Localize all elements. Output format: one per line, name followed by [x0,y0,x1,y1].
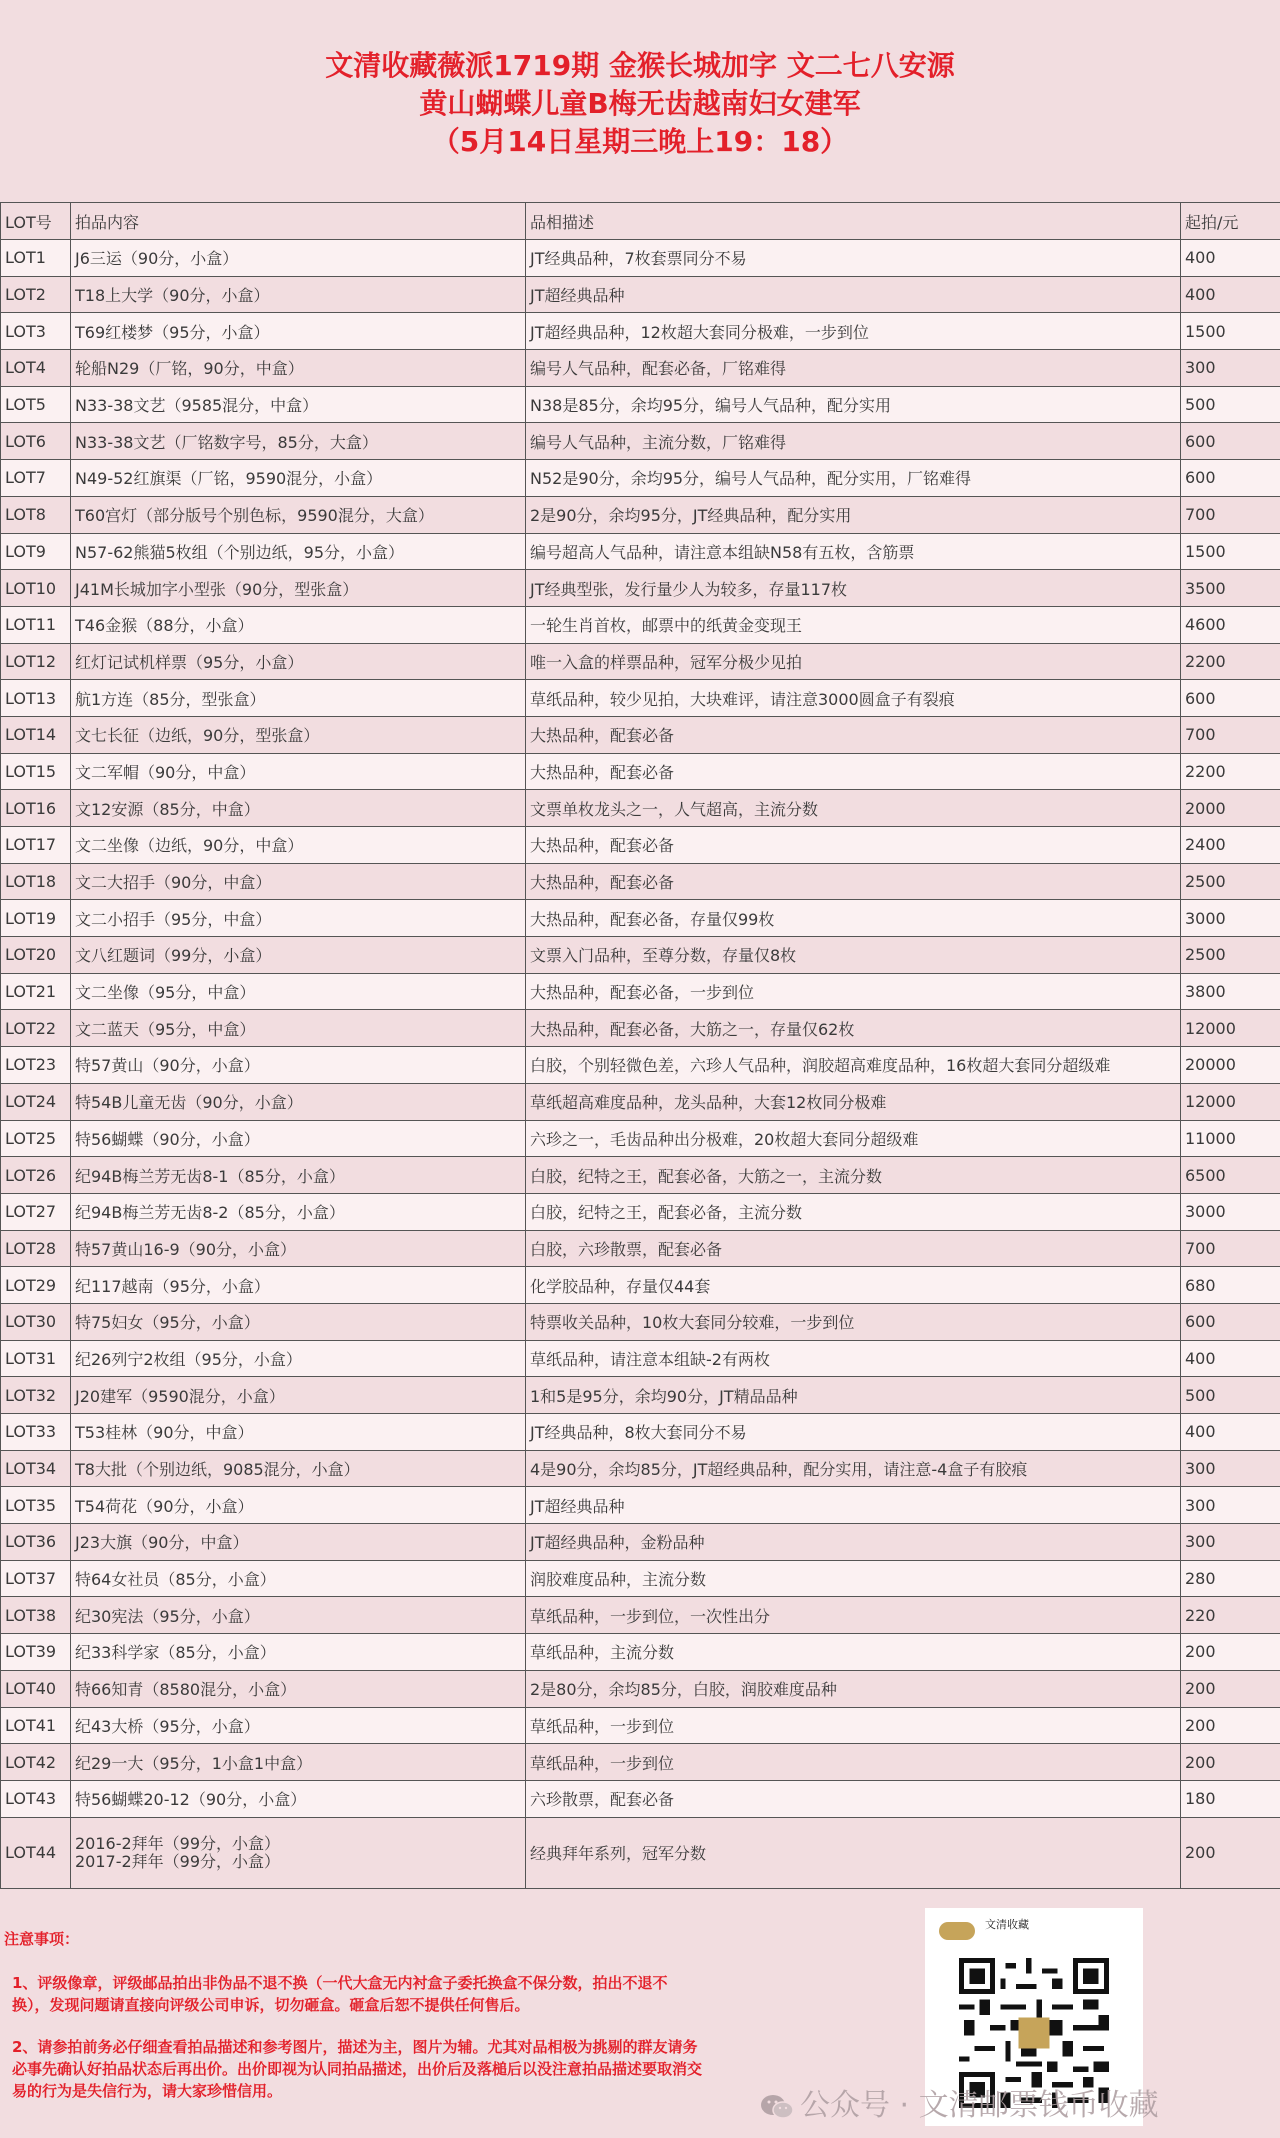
table-row [1,423,1280,460]
lot-item-cell: 特64女社员（85分，小盒） [71,1560,526,1597]
header-date-line: （5月14日星期三晚上19：18） [431,125,849,158]
lot-item-cell: 纪94B梅兰芳无齿8-1（85分，小盒） [71,1157,526,1194]
lot-price-cell: 4600 [1181,606,1280,643]
lot-item-cell: 文二坐像（95分，中盒） [71,973,526,1010]
table-row [1,1340,1280,1377]
lot-number-cell: LOT39 [1,1634,71,1671]
lot-item-line: 2016-2拜年（99分，小盒） [75,1833,281,1853]
table-row [1,827,1280,864]
lot-item-cell: N49-52红旗渠（厂铭，9590混分，小盒） [71,460,526,497]
column-header-description: 品相描述 [526,203,1181,240]
lot-description-cell: 特票收关品种，10枚大套同分较难，一步到位 [526,1303,1181,1340]
lot-price-cell: 600 [1181,423,1280,460]
lot-number-cell: LOT5 [1,386,71,423]
lot-price-cell: 200 [1181,1744,1280,1781]
lot-item-cell: 特54B儿童无齿（90分，小盒） [71,1083,526,1120]
lot-item-cell: T69红楼梦（95分，小盒） [71,313,526,350]
lot-description-cell: JT超经典品种 [526,1487,1181,1524]
table-row [1,1670,1280,1707]
table-row [1,240,1280,277]
lot-description-cell: 编号人气品种，主流分数，厂铭难得 [526,423,1181,460]
lot-item-cell: T53桂林（90分，中盒） [71,1414,526,1451]
lot-item-cell: N57-62熊猫5枚组（个别边纸，95分，小盒） [71,533,526,570]
table-row [1,1193,1280,1230]
lot-description-cell: 草纸品种，主流分数 [526,1634,1181,1671]
lot-price-cell: 2000 [1181,790,1280,827]
lot-item-cell: 纪26列宁2枚组（95分，小盒） [71,1340,526,1377]
lot-item-cell: 文二蓝天（95分，中盒） [71,1010,526,1047]
lot-item-cell: 特75妇女（95分，小盒） [71,1303,526,1340]
lot-description-cell: 草纸品种，一步到位 [526,1707,1181,1744]
lot-number-cell: LOT35 [1,1487,71,1524]
lot-description-cell: 白胶，纪特之王，配套必备，大筋之一，主流分数 [526,1157,1181,1194]
lot-price-cell: 2500 [1181,937,1280,974]
lot-item-cell: 航1方连（85分，型张盒） [71,680,526,717]
lot-price-cell: 280 [1181,1560,1280,1597]
lot-description-cell: JT经典型张，发行量少人为较多，存量117枚 [526,570,1181,607]
lot-number-cell: LOT31 [1,1340,71,1377]
lot-description-cell: 唯一入盒的样票品种，冠军分极少见拍 [526,643,1181,680]
lot-description-cell: 大热品种，配套必备 [526,827,1181,864]
lot-description-cell: JT超经典品种，12枚超大套同分极难，一步到位 [526,313,1181,350]
lot-price-cell: 600 [1181,460,1280,497]
lot-description-cell: 2是80分，余均85分，白胶，润胶难度品种 [526,1670,1181,1707]
table-row [1,643,1280,680]
lot-description-cell: 编号人气品种，配套必备，厂铭难得 [526,350,1181,387]
lot-description-cell: N38是85分，余均95分，编号人气品种，配分实用 [526,386,1181,423]
lot-price-cell: 400 [1181,276,1280,313]
lot-item-cell: 特56蝴蝶20-12（90分，小盒） [71,1780,526,1817]
lot-number-cell: LOT22 [1,1010,71,1047]
lot-description-cell: 编号超高人气品种，请注意本组缺N58有五枚，含筋票 [526,533,1181,570]
lot-description-cell: 白胶，六珍散票，配套必备 [526,1230,1181,1267]
lot-description-cell: 大热品种，配套必备，存量仅99枚 [526,900,1181,937]
lot-number-cell: LOT15 [1,753,71,790]
lot-item-cell: 文二小招手（95分，中盒） [71,900,526,937]
lot-item-cell: 纪29一大（95分，1小盒1中盒） [71,1744,526,1781]
lot-number-cell: LOT25 [1,1120,71,1157]
lot-number-cell: LOT6 [1,423,71,460]
auction-lots-table [0,202,1280,1889]
lot-number-cell: LOT26 [1,1157,71,1194]
table-header-row [1,203,1280,240]
lot-price-cell: 220 [1181,1597,1280,1634]
lot-number-cell: LOT28 [1,1230,71,1267]
table-row [1,900,1280,937]
lot-number-cell: LOT21 [1,973,71,1010]
lot-item-cell: T60宫灯（部分版号个别色标，9590混分，大盒） [71,496,526,533]
lot-number-cell: LOT1 [1,240,71,277]
lot-price-cell: 700 [1181,496,1280,533]
lot-number-cell: LOT32 [1,1377,71,1414]
lot-price-cell: 12000 [1181,1010,1280,1047]
lot-price-cell: 3000 [1181,1193,1280,1230]
watermark-text: 公众号 · 文清邮票钱币收藏 [800,2088,1159,2123]
lot-price-cell: 2200 [1181,643,1280,680]
lot-description-cell: 白胶，纪特之王，配套必备，主流分数 [526,1193,1181,1230]
watermark [760,2080,1159,2124]
table-row [1,350,1280,387]
lot-price-cell: 1500 [1181,313,1280,350]
brand-logo [939,1922,975,1940]
lot-item-cell: 文八红题词（99分，小盒） [71,937,526,974]
lot-item-cell: 文12安源（85分，中盒） [71,790,526,827]
table-row [1,496,1280,533]
lot-description-cell: 草纸品种，一步到位 [526,1744,1181,1781]
table-row [1,1377,1280,1414]
lot-number-cell: LOT44 [1,1817,71,1888]
table-row [1,1487,1280,1524]
lot-description-cell: 大热品种，配套必备，一步到位 [526,973,1181,1010]
lot-price-cell: 2400 [1181,827,1280,864]
table-row [1,1230,1280,1267]
table-row [1,716,1280,753]
lot-description-cell: 大热品种，配套必备 [526,863,1181,900]
lot-item-cell: 轮船N29（厂铭，90分，中盒） [71,350,526,387]
lot-item-cell: T8大批（个别边纸，9085混分，小盒） [71,1450,526,1487]
lot-number-cell: LOT16 [1,790,71,827]
table-row [1,1780,1280,1817]
lot-price-cell: 700 [1181,1230,1280,1267]
lot-number-cell: LOT7 [1,460,71,497]
lot-number-cell: LOT4 [1,350,71,387]
lot-item-cell: 文二大招手（90分，中盒） [71,863,526,900]
lot-description-cell: JT超经典品种 [526,276,1181,313]
header-title-line1: 文清收藏薇派1719期 金猴长城加字 文二七八安源 [325,49,955,82]
lot-number-cell: LOT19 [1,900,71,937]
lot-price-cell: 700 [1181,716,1280,753]
lot-item-cell: 特57黄山16-9（90分，小盒） [71,1230,526,1267]
lot-price-cell: 20000 [1181,1047,1280,1084]
lot-price-cell: 3500 [1181,570,1280,607]
lot-number-cell: LOT24 [1,1083,71,1120]
lot-item-cell: 纪94B梅兰芳无齿8-2（85分，小盒） [71,1193,526,1230]
lot-price-cell: 500 [1181,386,1280,423]
lot-number-cell: LOT10 [1,570,71,607]
lot-price-cell: 600 [1181,680,1280,717]
lot-price-cell: 3000 [1181,900,1280,937]
lot-description-cell: 一轮生肖首枚，邮票中的纸黄金变现王 [526,606,1181,643]
lot-number-cell: LOT34 [1,1450,71,1487]
lot-number-cell: LOT37 [1,1560,71,1597]
lot-price-cell: 3800 [1181,973,1280,1010]
table-row [1,533,1280,570]
lot-item-cell: T46金猴（88分，小盒） [71,606,526,643]
lot-item-cell: 红灯记试机样票（95分，小盒） [71,643,526,680]
lot-price-cell: 300 [1181,350,1280,387]
lot-price-cell: 680 [1181,1267,1280,1304]
table-row [1,1524,1280,1561]
column-header-lot: LOT号 [1,203,71,240]
lot-number-cell: LOT40 [1,1670,71,1707]
lot-price-cell: 300 [1181,1450,1280,1487]
lot-number-cell: LOT38 [1,1597,71,1634]
lot-number-cell: LOT17 [1,827,71,864]
lot-item-cell [71,1817,526,1888]
table-row [1,1303,1280,1340]
lot-price-cell: 200 [1181,1670,1280,1707]
lot-description-cell: 文票入门品种，至尊分数，存量仅8枚 [526,937,1181,974]
lot-description-cell: JT经典品种，8枚大套同分不易 [526,1414,1181,1451]
lot-item-cell: J6三运（90分，小盒） [71,240,526,277]
lot-description-cell: 白胶，个别轻微色差，六珍人气品种，润胶超高难度品种，16枚超大套同分超级难 [526,1047,1181,1084]
lot-price-cell: 300 [1181,1487,1280,1524]
lot-item-cell: J20建军（9590混分，小盒） [71,1377,526,1414]
column-header-item: 拍品内容 [71,203,526,240]
table-row [1,1157,1280,1194]
table-row [1,1083,1280,1120]
lot-description-cell: 文票单枚龙头之一，人气超高，主流分数 [526,790,1181,827]
lot-description-cell: 大热品种，配套必备，大筋之一，存量仅62枚 [526,1010,1181,1047]
lot-price-cell: 400 [1181,1414,1280,1451]
lot-item-cell: 纪117越南（95分，小盒） [71,1267,526,1304]
lot-item-cell: 特56蝴蝶（90分，小盒） [71,1120,526,1157]
lot-number-cell: LOT29 [1,1267,71,1304]
table-row [1,386,1280,423]
lot-item-cell: 文二军帽（90分，中盒） [71,753,526,790]
lot-price-cell: 200 [1181,1707,1280,1744]
lot-price-cell: 180 [1181,1780,1280,1817]
lot-description-cell: 大热品种，配套必备 [526,716,1181,753]
lot-item-cell: 特57黄山（90分，小盒） [71,1047,526,1084]
table-row [1,1560,1280,1597]
lot-number-cell: LOT12 [1,643,71,680]
lot-description-cell: N52是90分，余均95分，编号人气品种，配分实用，厂铭难得 [526,460,1181,497]
lot-item-cell: 纪33科学家（85分，小盒） [71,1634,526,1671]
lot-item-cell: 文二坐像（边纸，90分，中盒） [71,827,526,864]
table-row [1,1414,1280,1451]
lot-item-cell: N33-38文艺（9585混分，中盒） [71,386,526,423]
lot-number-cell: LOT14 [1,716,71,753]
lot-item-cell: T54荷花（90分，小盒） [71,1487,526,1524]
header-title-line2: 黄山蝴蝶儿童B梅无齿越南妇女建军 [419,87,861,120]
table-row [1,606,1280,643]
table-row [1,1450,1280,1487]
lot-item-line: 2017-2拜年（99分，小盒） [75,1851,281,1871]
lot-description-cell: 草纸品种，一步到位，一次性出分 [526,1597,1181,1634]
lot-description-cell: 1和5是95分，余均90分，JT精品品种 [526,1377,1181,1414]
lot-number-cell: LOT36 [1,1524,71,1561]
lot-description-cell: 2是90分，余均95分，JT经典品种，配分实用 [526,496,1181,533]
table-row [1,1267,1280,1304]
table-row [1,1010,1280,1047]
lot-number-cell: LOT30 [1,1303,71,1340]
table-row [1,680,1280,717]
lot-description-cell: 六珍散票，配套必备 [526,1780,1181,1817]
lot-description-cell: 大热品种，配套必备 [526,753,1181,790]
table-row [1,1120,1280,1157]
lot-price-cell: 6500 [1181,1157,1280,1194]
lot-price-cell: 200 [1181,1817,1280,1888]
account-name: 文清收藏 [985,1918,1029,1931]
table-row [1,863,1280,900]
lot-price-cell: 300 [1181,1524,1280,1561]
lot-description-cell: 润胶难度品种，主流分数 [526,1560,1181,1597]
lot-number-cell: LOT20 [1,937,71,974]
lot-number-cell: LOT33 [1,1414,71,1451]
lot-item-cell: T18上大学（90分，小盒） [71,276,526,313]
table-row [1,1744,1280,1781]
table-row [1,937,1280,974]
lot-item-cell: 纪30宪法（95分，小盒） [71,1597,526,1634]
lot-number-cell: LOT41 [1,1707,71,1744]
lot-description-cell: 草纸品种，请注意本组缺-2有两枚 [526,1340,1181,1377]
table-row [1,753,1280,790]
table-row [1,313,1280,350]
table-row [1,1707,1280,1744]
lot-description-cell: 经典拜年系列，冠军分数 [526,1817,1181,1888]
lot-price-cell: 12000 [1181,1083,1280,1120]
table-row [1,570,1280,607]
lot-price-cell: 600 [1181,1303,1280,1340]
lot-description-cell: 4是90分，余均85分，JT超经典品种，配分实用，请注意-4盒子有胶痕 [526,1450,1181,1487]
notes-item-2: 2、请参拍前务必仔细查看拍品描述和参考图片，描述为主，图片为辅。尤其对品相极为挑剔的群友请务必事先确认好拍品状态后再出价。出价即视为认同拍品描述，出价后及落槌后以没注意拍品描述要取消交易的行为是失信行为，请大家珍惜信用。 [12,2038,703,2100]
lot-number-cell: LOT13 [1,680,71,717]
table-row [1,276,1280,313]
notes-title: 注意事项： [4,1930,80,1948]
page-header [0,0,1280,200]
table-row [1,1597,1280,1634]
notes-item-1: 1、评级像章，评级邮品拍出非伪品不退不换（一代大盒无内衬盒子委托换盒不保分数，拍出不退不换），发现问题请直接向评级公司申诉，切勿砸盒。砸盒后恕不提供任何售后。 [12,1974,668,2014]
lot-price-cell: 2500 [1181,863,1280,900]
lot-number-cell: LOT23 [1,1047,71,1084]
lot-number-cell: LOT11 [1,606,71,643]
lot-item-cell: 特66知青（8580混分，小盒） [71,1670,526,1707]
lot-item-cell: 纪43大桥（95分，小盒） [71,1707,526,1744]
lot-item-cell: J23大旗（90分，中盒） [71,1524,526,1561]
lot-description-cell: 草纸品种，较少见拍，大块难评，请注意3000圆盒子有裂痕 [526,680,1181,717]
column-header-price: 起拍/元 [1181,203,1280,240]
table-row [1,1634,1280,1671]
lot-number-cell: LOT8 [1,496,71,533]
lot-price-cell: 500 [1181,1377,1280,1414]
lot-price-cell: 11000 [1181,1120,1280,1157]
lot-price-cell: 2200 [1181,753,1280,790]
table-row [1,460,1280,497]
table-row [1,1817,1280,1888]
table-row [1,973,1280,1010]
lot-description-cell: JT经典品种，7枚套票同分不易 [526,240,1181,277]
lot-number-cell: LOT3 [1,313,71,350]
lot-number-cell: LOT42 [1,1744,71,1781]
table-row [1,1047,1280,1084]
lot-description-cell: 草纸超高难度品种，龙头品种，大套12枚同分极难 [526,1083,1181,1120]
lot-number-cell: LOT27 [1,1193,71,1230]
lot-price-cell: 1500 [1181,533,1280,570]
lot-item-cell: J41M长城加字小型张（90分，型张盒） [71,570,526,607]
lot-description-cell: 六珍之一，毛齿品种出分极难，20枚超大套同分超级难 [526,1120,1181,1157]
wechat-icon [760,2094,794,2120]
lot-number-cell: LOT9 [1,533,71,570]
table-body [1,240,1280,1889]
lot-item-cell: 文七长征（边纸，90分，型张盒） [71,716,526,753]
lot-number-cell: LOT43 [1,1780,71,1817]
table-row [1,790,1280,827]
lot-description-cell: 化学胶品种，存量仅44套 [526,1267,1181,1304]
lot-number-cell: LOT18 [1,863,71,900]
lot-item-cell: N33-38文艺（厂铭数字号，85分，大盒） [71,423,526,460]
lot-number-cell: LOT2 [1,276,71,313]
lot-description-cell: JT超经典品种，金粉品种 [526,1524,1181,1561]
lot-price-cell: 400 [1181,1340,1280,1377]
lot-price-cell: 400 [1181,240,1280,277]
lot-price-cell: 200 [1181,1634,1280,1671]
